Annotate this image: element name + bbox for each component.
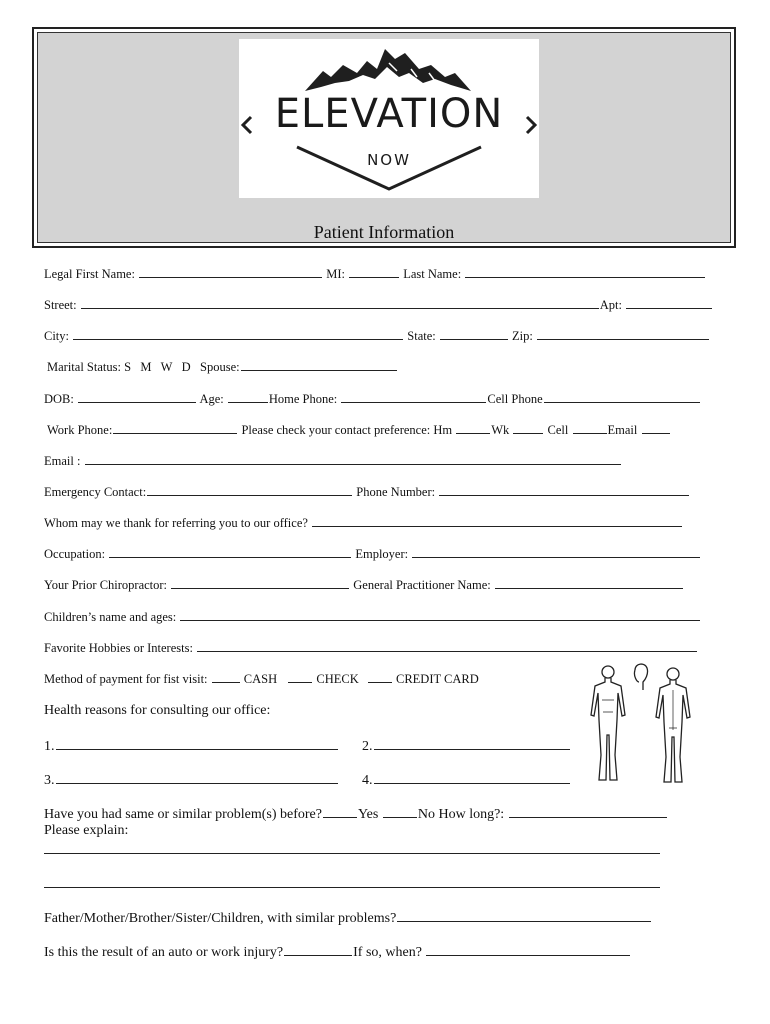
payment-label: Method of payment for fist visit: xyxy=(44,672,208,686)
state-field[interactable] xyxy=(440,328,508,340)
home-phone-label: Home Phone: xyxy=(268,392,338,406)
similar-problem-label: Have you had same or similar problem(s) before? xyxy=(44,807,322,822)
zip-label: Zip: xyxy=(511,329,533,343)
emergency-contact-label: Emergency Contact: xyxy=(44,485,147,499)
credit-card-checkbox[interactable] xyxy=(368,671,392,683)
dob-field[interactable] xyxy=(78,391,196,403)
last-name-field[interactable] xyxy=(465,266,705,278)
apt-field[interactable] xyxy=(626,297,712,309)
chiropractor-row xyxy=(44,577,684,593)
injury-label: Is this the result of an auto or work injury? xyxy=(44,945,284,960)
yes-checkbox[interactable] xyxy=(323,805,357,818)
work-phone-field[interactable] xyxy=(113,422,237,434)
injury-field[interactable] xyxy=(284,943,352,956)
gp-name-label: General Practitioner Name: xyxy=(353,578,491,592)
brand-name: ELEVATION xyxy=(274,91,504,137)
family-row xyxy=(44,909,652,927)
phone-number-field[interactable] xyxy=(439,484,689,496)
no-label: No xyxy=(417,807,435,822)
city-row xyxy=(44,328,710,344)
spouse-field[interactable] xyxy=(241,359,397,371)
email-row xyxy=(44,453,622,469)
city-field[interactable] xyxy=(73,328,403,340)
street-field[interactable] xyxy=(81,297,599,309)
brand-sub: NOW xyxy=(367,151,411,169)
reason-1-label: 1. xyxy=(44,739,55,754)
email-checkbox[interactable] xyxy=(642,422,670,434)
wk-label: Wk xyxy=(491,423,510,437)
email-label: Email : xyxy=(44,454,81,468)
hobbies-label: Favorite Hobbies or Interests: xyxy=(44,641,193,655)
cash-checkbox[interactable] xyxy=(212,671,240,683)
emergency-row xyxy=(44,484,690,500)
occupation-label: Occupation: xyxy=(44,547,106,561)
city-label: City: xyxy=(44,329,70,343)
gp-name-field[interactable] xyxy=(495,577,683,589)
header-panel xyxy=(37,32,731,243)
cell-phone-field[interactable] xyxy=(544,391,700,403)
age-label: Age: xyxy=(199,392,224,406)
home-phone-field[interactable] xyxy=(341,391,486,403)
how-long-label: How long?: xyxy=(438,807,505,822)
work-phone-label: Work Phone: xyxy=(47,423,113,437)
cell-phone-label: Cell Phone xyxy=(487,392,543,406)
reason-2-field[interactable] xyxy=(374,737,570,750)
reasons-row-2 xyxy=(362,737,571,755)
cell-label: Cell xyxy=(547,423,569,437)
hm-label: Hm xyxy=(433,423,453,437)
how-long-field[interactable] xyxy=(509,805,667,818)
page-title: Patient Information xyxy=(313,222,455,242)
similar-problem-row xyxy=(44,805,668,823)
elevation-now-logo xyxy=(239,39,539,198)
spouse-label: Spouse: xyxy=(200,360,240,374)
family-label: Father/Mother/Brother/Sister/Children, with similar problems? xyxy=(44,911,397,926)
occupation-row xyxy=(44,546,701,562)
referral-field[interactable] xyxy=(312,515,682,527)
reasons-row-4 xyxy=(362,771,571,789)
health-reasons-label: Health reasons for consulting our office: xyxy=(44,703,271,718)
email-pref-label: Email xyxy=(607,423,638,437)
reason-4-field[interactable] xyxy=(374,771,570,784)
employer-label: Employer: xyxy=(355,547,409,561)
family-field[interactable] xyxy=(397,909,651,922)
reason-4-label: 4. xyxy=(362,773,373,788)
zip-field[interactable] xyxy=(537,328,709,340)
phone-number-label: Phone Number: xyxy=(356,485,436,499)
prior-chiropractor-label: Your Prior Chiropractor: xyxy=(44,578,168,592)
cell-checkbox[interactable] xyxy=(573,422,607,434)
work-phone-row xyxy=(47,422,671,438)
employer-field[interactable] xyxy=(412,546,700,558)
marital-status-label: Marital Status: xyxy=(47,360,121,374)
emergency-contact-field[interactable] xyxy=(147,484,352,496)
street-label: Street: xyxy=(44,298,77,312)
check-checkbox[interactable] xyxy=(288,671,312,683)
apt-label: Apt: xyxy=(599,298,622,312)
contact-preference-label: Please check your contact preference: xyxy=(241,423,431,437)
body-diagram-icon[interactable] xyxy=(585,660,705,785)
last-name-label: Last Name: xyxy=(403,267,462,281)
legal-first-name-field[interactable] xyxy=(139,266,322,278)
reason-1-field[interactable] xyxy=(56,737,338,750)
children-row xyxy=(44,609,701,625)
age-field[interactable] xyxy=(228,391,268,403)
name-row xyxy=(44,266,706,282)
hm-checkbox[interactable] xyxy=(456,422,490,434)
explain-line-2[interactable] xyxy=(44,887,660,888)
email-field[interactable] xyxy=(85,453,621,465)
legal-first-name-label: Legal First Name: xyxy=(44,267,135,281)
if-so-when-field[interactable] xyxy=(426,943,630,956)
cash-label: CASH xyxy=(243,672,278,686)
referral-label: Whom may we thank for referring you to our office? xyxy=(44,516,308,530)
payment-row xyxy=(44,671,479,687)
children-label: Children’s name and ages: xyxy=(44,610,177,624)
hobbies-row xyxy=(44,640,698,656)
check-label: CHECK xyxy=(316,672,359,686)
header-box xyxy=(32,27,736,248)
reason-3-label: 3. xyxy=(44,773,55,788)
children-field[interactable] xyxy=(180,609,700,621)
if-so-label: If so, when? xyxy=(353,945,422,960)
dob-row xyxy=(44,391,701,407)
please-explain-row xyxy=(44,823,128,839)
injury-row xyxy=(44,943,631,961)
hobbies-field[interactable] xyxy=(197,640,697,652)
mi-label: MI: xyxy=(326,267,345,281)
reason-2-label: 2. xyxy=(362,739,373,754)
reasons-row-1 xyxy=(44,737,339,755)
occupation-field[interactable] xyxy=(109,546,351,558)
reason-3-field[interactable] xyxy=(56,771,338,784)
explain-line-1[interactable] xyxy=(44,853,660,854)
reasons-row-3 xyxy=(44,771,339,789)
no-checkbox[interactable] xyxy=(383,805,417,818)
health-reasons-heading xyxy=(44,703,270,719)
marital-options[interactable]: S M W D xyxy=(124,360,191,374)
state-label: State: xyxy=(407,329,436,343)
please-explain-label: Please explain: xyxy=(44,823,129,838)
marital-row xyxy=(47,359,398,375)
prior-chiropractor-field[interactable] xyxy=(171,577,349,589)
wk-checkbox[interactable] xyxy=(513,422,543,434)
dob-label: DOB: xyxy=(44,392,74,406)
referral-row xyxy=(44,515,683,531)
mi-field[interactable] xyxy=(349,266,399,278)
yes-label: Yes xyxy=(357,807,379,822)
street-row xyxy=(44,297,713,313)
credit-card-label: CREDIT CARD xyxy=(396,672,479,686)
